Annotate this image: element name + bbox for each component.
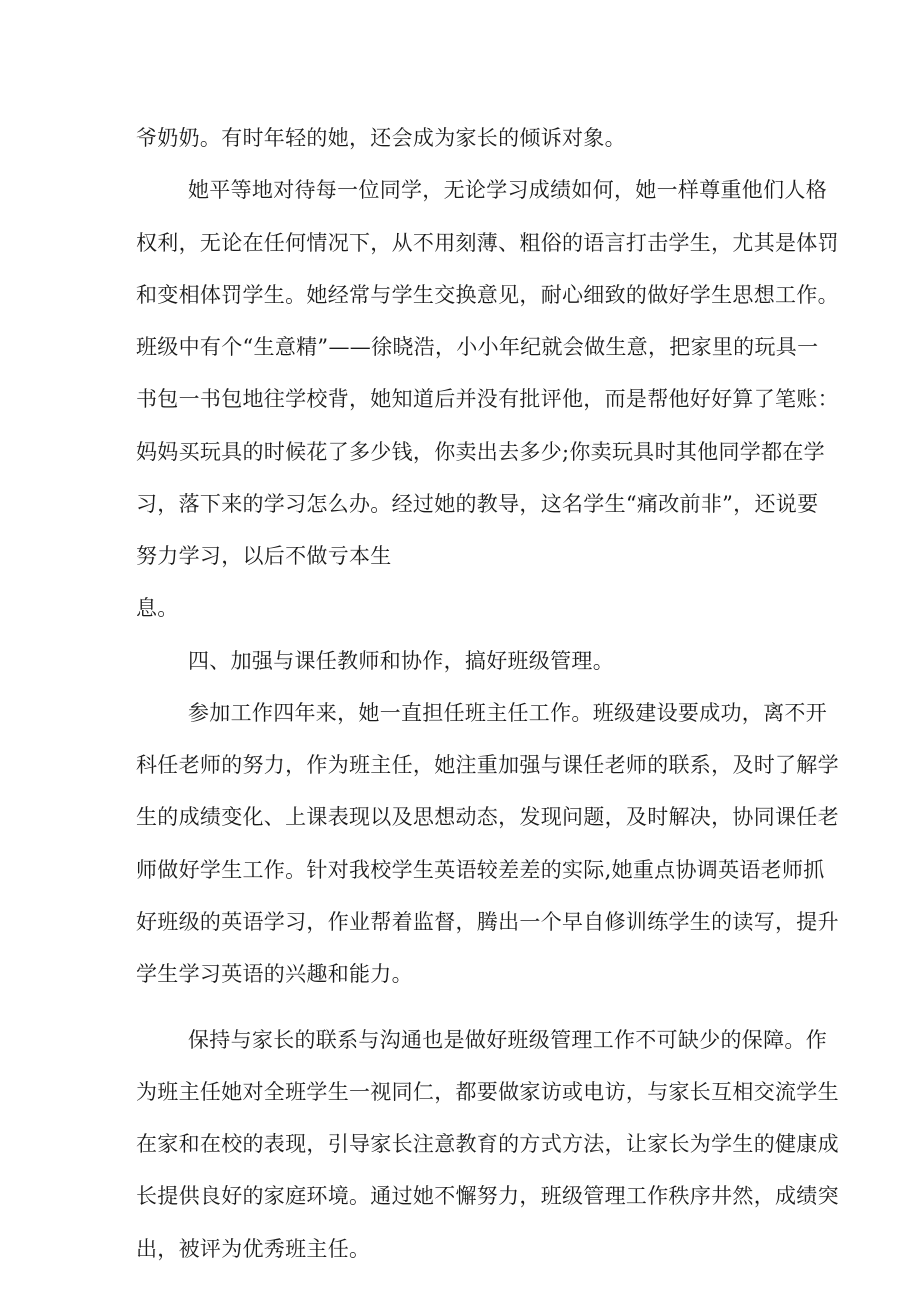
text-line: 爷奶奶。有时年轻的她，还会成为家长的倾诉对象。	[136, 126, 626, 150]
text-line: 班级中有个“生意精”——徐晓浩，小小年纪就会做生意，把家里的玩具一	[136, 335, 819, 359]
text-line: 师做好学生工作。针对我校学生英语较差差的实际,她重点协调英语老师抓	[136, 858, 825, 882]
text-line: 科任老师的努力，作为班主任，她注重加强与课任老师的联系，及时了解学	[136, 753, 839, 777]
text-line: 在家和在校的表现，引导家长注意教育的方式方法，让家长为学生的健康成	[136, 1132, 839, 1156]
text-line: 书包一书包地往学校背，她知道后并没有批评他，而是帮他好好算了笔账：	[136, 387, 839, 411]
text-line: 好班级的英语学习，作业帮着监督，腾出一个早自修训练学生的读写，提升	[136, 910, 839, 934]
text-line: 为班主任她对全班学生一视同仁，都要做家访或电访，与家长互相交流学生	[136, 1080, 839, 1104]
paragraph-first-line: 保持与家长的联系与沟通也是做好班级管理工作不可缺少的保障。作	[188, 1028, 827, 1052]
text-line: 习，落下来的学习怎么办。经过她的教导，这名学生“痛改前非”，还说要	[136, 492, 819, 516]
paragraph-first-line: 她平等地对待每一位同学，无论学习成绩如何，她一样尊重他们人格	[188, 178, 827, 202]
section-heading: 四、加强与课任教师和协作，搞好班级管理。	[188, 649, 614, 673]
text-line: 学生学习英语的兴趣和能力。	[136, 962, 413, 986]
text-line: 和变相体罚学生。她经常与学生交换意见，耐心细致的做好学生思想工作。	[136, 283, 839, 307]
text-line: 努力学习，以后不做亏本生	[136, 544, 392, 568]
paragraph-first-line: 参加工作四年来，她一直担任班主任工作。班级建设要成功，离不开	[188, 701, 827, 725]
text-line: 出，被评为优秀班主任。	[136, 1237, 371, 1261]
text-line: 权利，无论在任何情况下，从不用刻薄、粗俗的语言打击学生，尤其是体罚	[136, 231, 839, 255]
text-line: 妈妈买玩具的时候花了多少钱，你卖出去多少;你卖玩具时其他同学都在学	[136, 440, 825, 464]
text-line: 生的成绩变化、上课表现以及思想动态，发现问题，及时解决，协同课任老	[136, 805, 839, 829]
text-line: 长提供良好的家庭环境。通过她不懈努力，班级管理工作秩序井然，成绩突	[136, 1184, 839, 1208]
text-line: 息。	[136, 596, 179, 620]
